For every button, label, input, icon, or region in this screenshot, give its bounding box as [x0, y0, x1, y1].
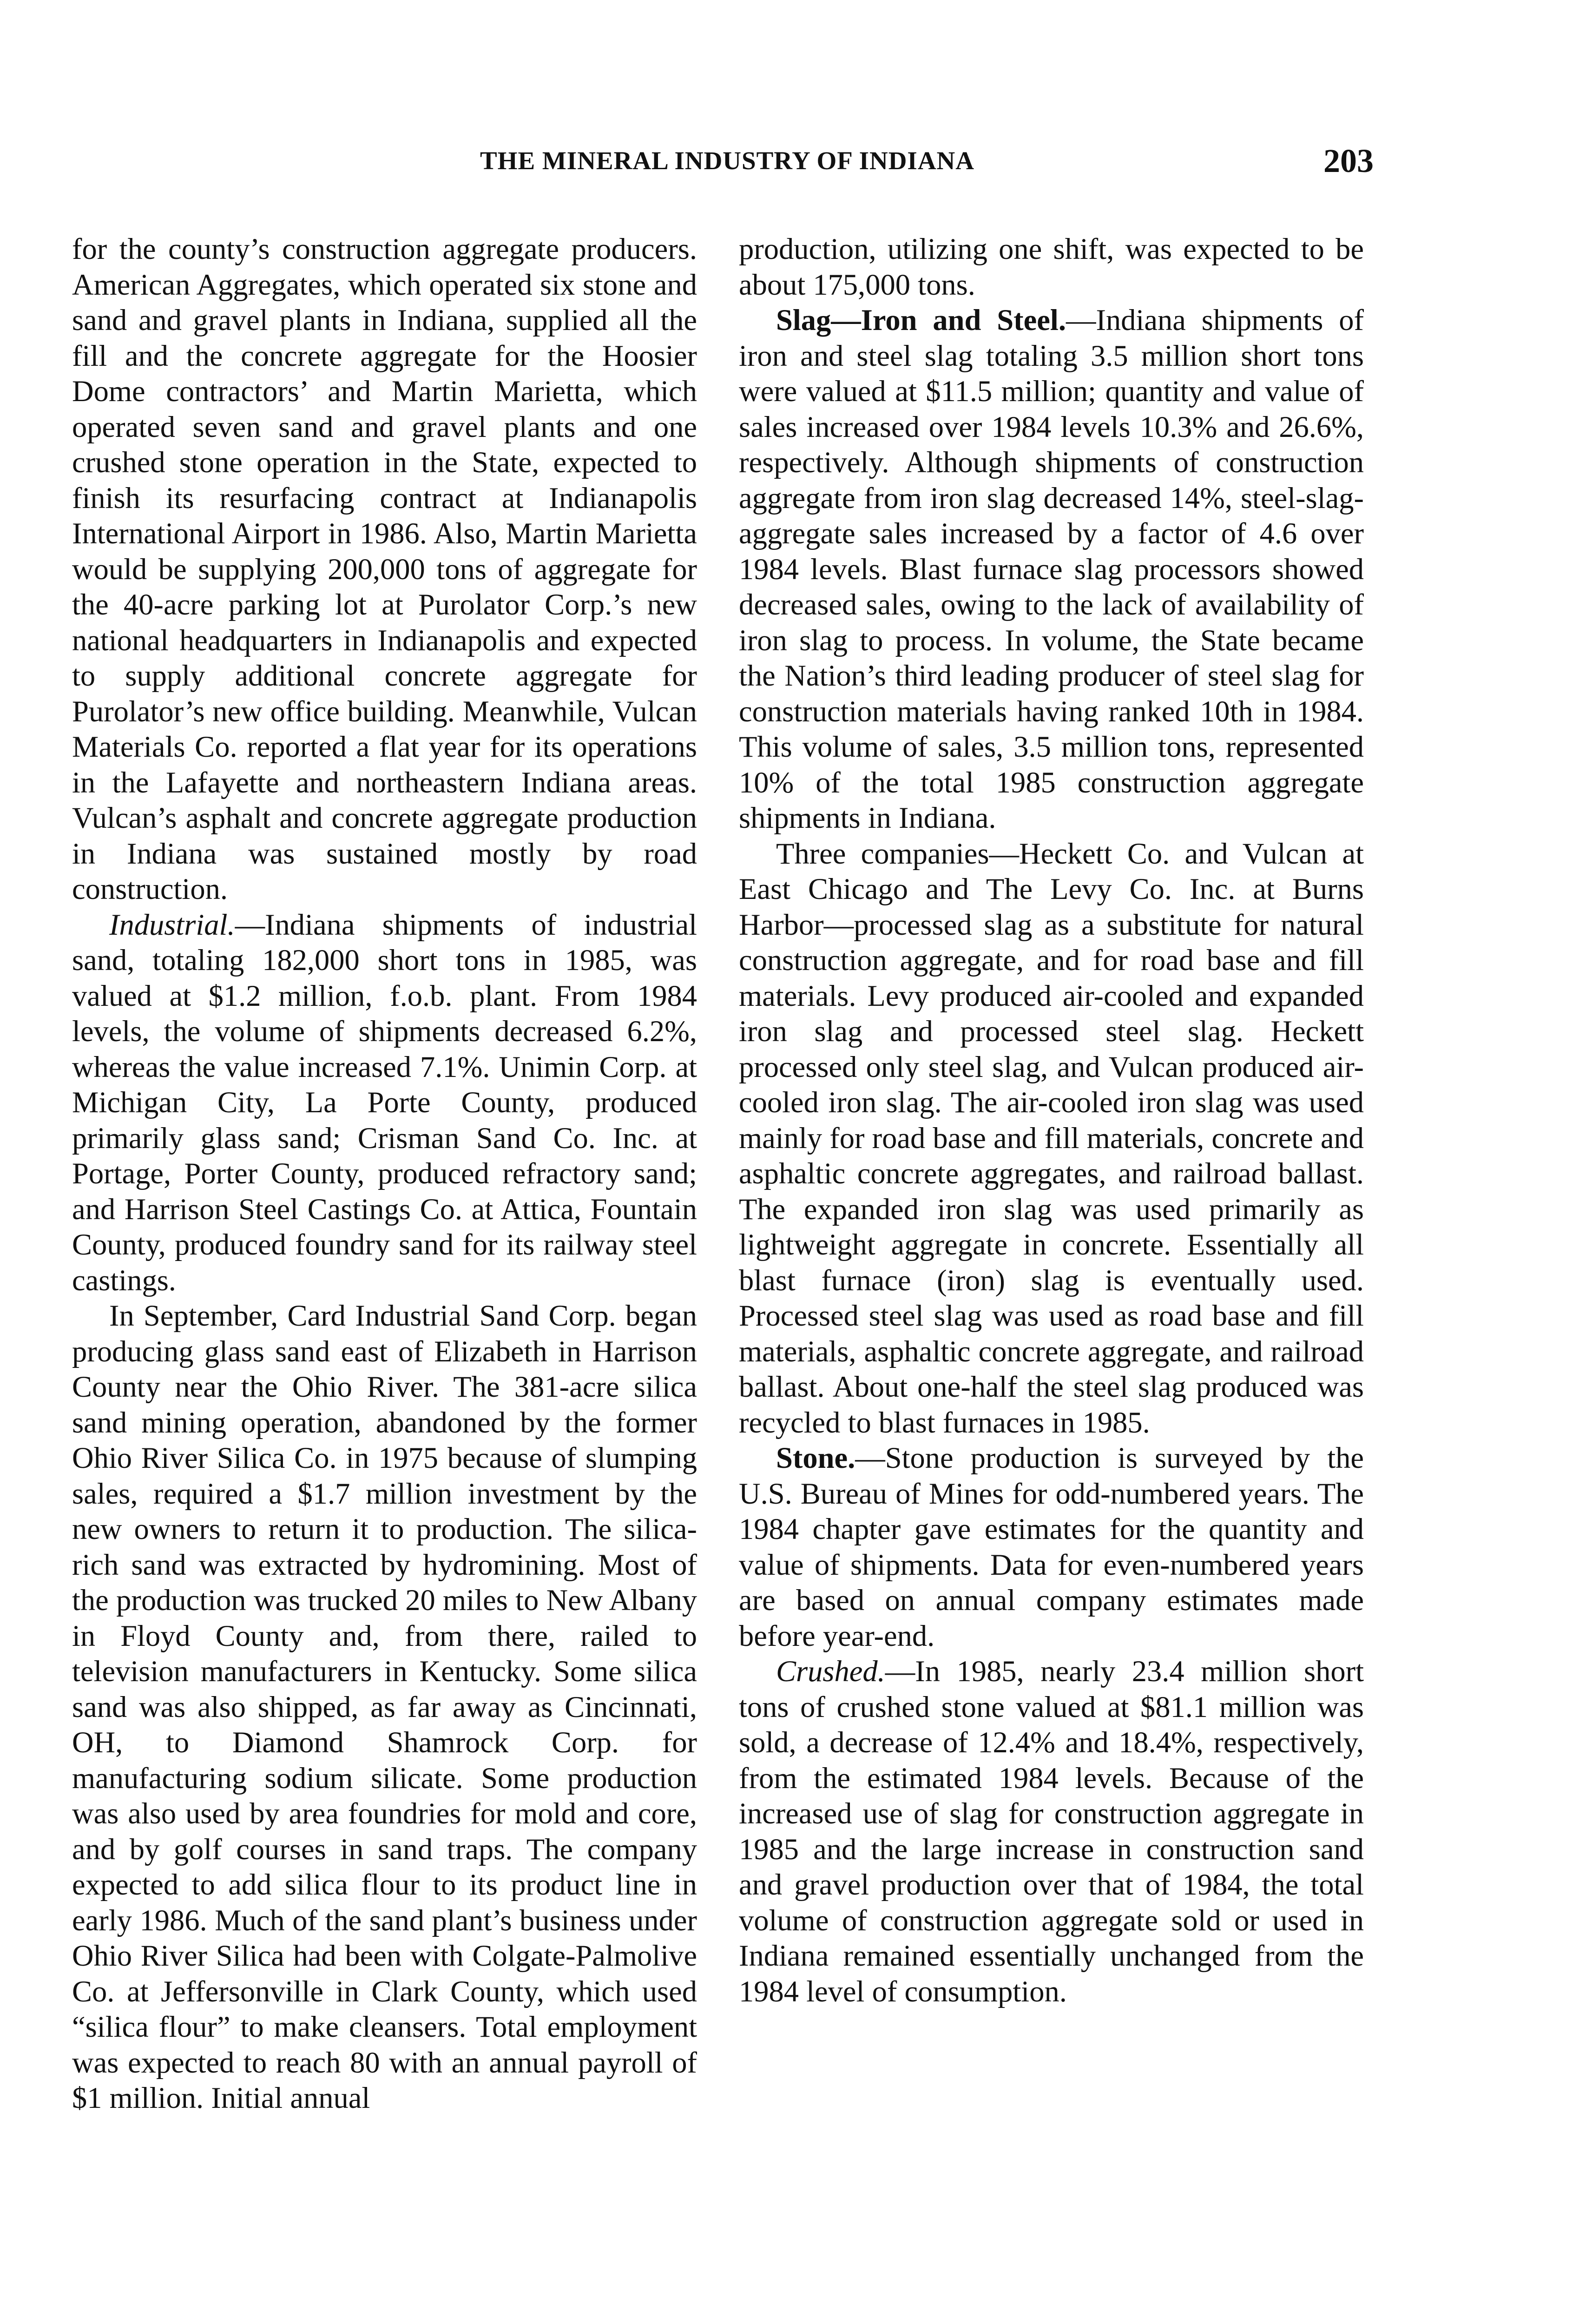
paragraph-card-industrial-sand: In September, Card Industrial Sand Corp. began producing glass sand east of Elizabeth in Harrison County near the Ohio River. The 381-acre silica sand mining operation, abandoned by the former Ohio River Silica Co. in 1975 because of slumping sales, required a $1.7 million investment by the new owners to return it to production. The silica-rich sand was extracted by hydromining. Most of the production was trucked 20 miles to New Albany in Floyd County and, from there, railed to television manufacturers in Kentucky. Some silica sand was also shipped, as far away as Cincinnati, OH, to Diamond Shamrock Corp. for manufacturing sodium silicate. Some production was also used by area foundries for mold and core, and by golf courses in sand traps. The company expected to add silica flour to its product line in early 1986. Much of the sand plant’s business under Ohio River Silica had been with Colgate-Palmolive Co. at Jeffersonville in Clark County, which used “silica flour” to make cleansers. Total employment was expected to reach 80 with an annual payroll of $1 million. Initial annual [72, 1299, 697, 2114]
running-title: THE MINERAL INDUSTRY OF INDIANA [480, 146, 974, 175]
page-number: 203 [1323, 142, 1374, 179]
paragraph-industrial-sand [72, 907, 697, 1299]
paragraph-slag-companies: Three companies—Heckett Co. and Vulcan at East Chicago and The Levy Co. Inc. at Burns Harbor—processed slag as a substitute for natural construction aggregate, and for road base and fill materials. Levy produced air-cooled and expanded iron slag and processed steel slag. Heckett processed only steel slag, and Vulcan produced air-cooled iron slag. The air-cooled iron slag was used mainly for road base and fill materials, concrete and asphaltic concrete aggregates, and railroad ballast. The expanded iron slag was used primarily as lightweight aggregate in concrete. Essentially all blast furnace (iron) slag is eventually used. Processed steel slag was used as road base and fill materials, asphaltic concrete aggregate, and railroad ballast. About one-half the steel slag produced was recycled to blast furnaces in 1985. [739, 837, 1364, 1439]
paragraph-slag-body: —Indiana shipments of iron and steel slag totaling 3.5 million short tons were valued at $11.5 million; quantity and value of sales increased over 1984 levels 10.3% and 26.6%, respectively. Although shipments of construction aggregate from iron slag decreased 14%, steel-slag-aggregate sales increased by a factor of 4.6 over 1984 levels. Blast furnace slag processors showed decreased sales, owing to the lack of availability of iron slag to process. In volume, the State became the Nation’s third leading producer of steel slag for construction materials having ranked 10th in 1984. This volume of sales, 3.5 million tons, represented 10% of the total 1985 construction aggregate shipments in Indiana. [739, 304, 1364, 834]
section-heading-stone: Stone. [776, 1441, 855, 1474]
paragraph-industrial-body: —Indiana shipments of industrial sand, totaling 182,000 short tons in 1985, was valued at $1.2 million, f.o.b. plant. From 1984 levels, the volume of shipments decreased 6.2%, whereas the value increased 7.1%. Unimin Corp. at Michigan City, La Porte County, produced primarily glass sand; Crisman Sand Co. Inc. at Portage, Porter County, produced refractory sand; and Harrison Steel Castings Co. at Attica, Fountain County, produced foundry sand for its railway steel castings. [72, 908, 697, 1297]
section-lead-industrial: Industrial. [109, 908, 235, 941]
right-column [739, 231, 1364, 2009]
paragraph-stone-body: —Stone production is surveyed by the U.S. Bureau of Mines for odd-numbered years. The 1984 chapter gave estimates for the quantity and value of shipments. Data for even-numbered years are based on annual company estimates made before year-end. [739, 1441, 1364, 1652]
section-heading-slag: Slag—Iron and Steel. [776, 304, 1066, 337]
paragraph-crushed-body: —In 1985, nearly 23.4 million short tons of crushed stone valued at $81.1 million was sold, a decrease of 12.4% and 18.4%, respectively, from the estimated 1984 levels. Because of the increased use of slag for construction aggregate in 1985 and the large increase in construction sand and gravel production over that of 1984, the total volume of construction aggregate sold or used in Indiana remained essentially unchanged from the 1984 level of consumption. [739, 1655, 1364, 2008]
paragraph-aggregate-producers: for the county’s construction aggregate producers. American Aggregates, which operated six stone and sand and gravel plants in Indiana, supplied all the fill and the concrete aggregate for the Hoosier Dome contractors’ and Martin Marietta, which operated seven sand and gravel plants and one crushed stone operation in the State, expected to finish its resurfacing contract at Indianapolis International Airport in 1986. Also, Martin Marietta would be supplying 200,000 tons of aggregate for the 40-acre parking lot at Purolator Corp.’s new national headquarters in Indianapolis and expected to supply additional concrete aggregate for Purolator’s new office building. Meanwhile, Vulcan Materials Co. reported a flat year for its operations in the Lafayette and northeastern Indiana areas. Vulcan’s asphalt and concrete aggregate production in Indiana was sustained mostly by road construction. [72, 232, 697, 905]
paragraph-crushed-stone [739, 1654, 1364, 2009]
left-column [72, 231, 697, 2116]
paragraph-slag [739, 303, 1364, 836]
paragraph-production-continued: production, utilizing one shift, was expected to be about 175,000 tons. [739, 232, 1364, 301]
section-lead-crushed: Crushed. [776, 1655, 885, 1688]
paragraph-stone [739, 1440, 1364, 1654]
